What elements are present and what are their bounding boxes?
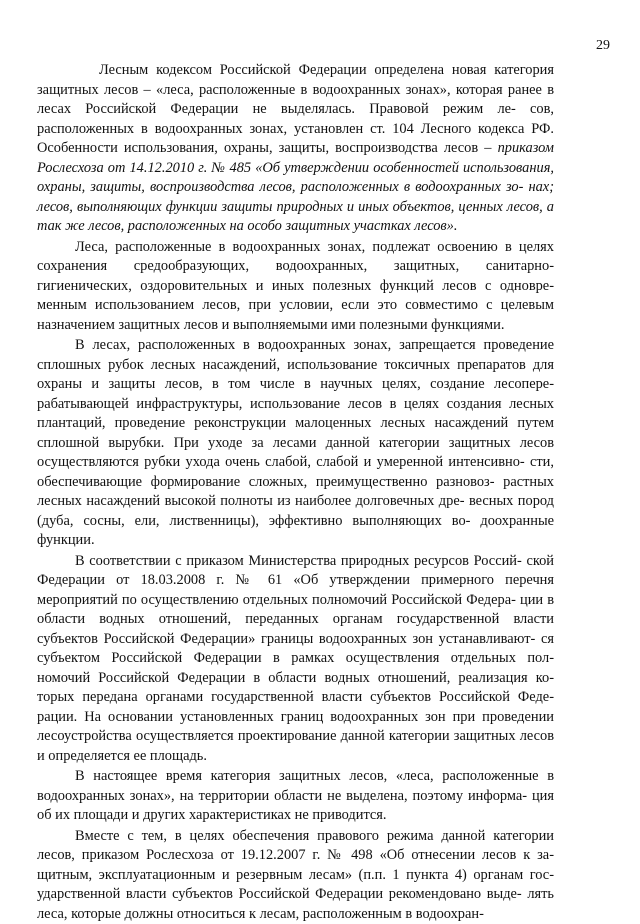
body-text — [37, 61, 554, 924]
paragraph-3-text: В лесах, расположенных в водоохранных зонах, запрещается проведение сплошных рубок лесных насаждений, использование токсичных препаратов для охраны и защиты лесов, в том числе в научных целях, создание лесопере- рабатывающей инфраструктуры, использование лесов в целях создания лесных плантаций, проведение реконструкции малоценных лесных насаждений путем сплошной вырубки. При уходе за лесами данной категории защитных лесов осуществляются рубки ухода очень слабой, слабой и умеренной интенсивно- сти, обеспечивающие формирование сложных, преимущественно разновоз- растных лесных насаждений высокой полноты из наиболее долговечных дре- весных пород (дуба, сосны, ели, лиственницы), эффективно выполняющих во- доохранные функции. — [37, 337, 554, 548]
paragraph-4-text: В соответствии с приказом Министерства природных ресурсов Россий- ской Федерации от 18.03.2008 г. № 61 «Об утверждении примерного перечня мероприятий по осуществлению отдельных полномочий Российской Федера- ции в области водных отношений, переданных органам государственной власти субъектов Российской Федерации» границы водоохранных зон устанавливают- ся субъектом Российской Федерации в рамках осуществления отдельных пол- номочий Российской Федерации в области водных отношений, реализация ко- торых передана органами государственной власти субъектов Российской Феде- рации. На основании установленных границ водоохранных зон при проведении лесоустройства осуществляется проектирование данной категории защитных лесов и определяется ее площадь. — [37, 553, 554, 764]
paragraph-1-order-reference: приказом Рослесхоза от 14.12.2010 г. № 485 «Об утверждении особенностей использования, охраны, защиты, воспроизводства лесов, расположенных в водоохранных зо- нах; лесов, выполняющих функции защиты природных и иных объектов, ценных лесов, а так же лесов, расположенных на особо защитных участках лесов». — [37, 140, 554, 234]
paragraph-3 — [37, 336, 554, 551]
paragraph-6-text: Вместе с тем, в целях обеспечения правового режима данной категории лесов, приказом Рослесхоза от 19.12.2007 г. № 498 «Об отнесении лесов к за- щитным, эксплуатационным и резервным лесам» (п.п. 1 пункта 4) органам гос- ударственной власти субъектов Российской Федерации рекомендовано выде- лять леса, которые должны относиться к лесам, расположенным в водоохран- — [37, 828, 554, 922]
page-number: 29 — [596, 38, 610, 54]
paragraph-2 — [37, 238, 554, 336]
paragraph-4 — [37, 552, 554, 767]
paragraph-5 — [37, 767, 554, 826]
paragraph-5-text: В настоящее время категория защитных лесов, «леса, расположенные в водоохранных зонах», на территории области не выделена, поэтому информа- ция об их площади и других характеристиках не приводится. — [37, 768, 554, 823]
paragraph-1-text: Лесным кодексом Российской Федерации определена новая категория защитных лесов – «леса, расположенные в водоохранных зонах», которая ранее в лесах Российской Федерации не выделялась. Правовой режим ле- сов, расположенных в водоохранных зонах, установлен ст. 104 Лесного кодекса РФ. Особенности использования, охраны, защиты, воспроизводства лесов – — [37, 62, 554, 156]
paragraph-2-text: Леса, расположенные в водоохранных зонах, подлежат освоению в целях сохранения средообразующих, водоохранных, защитных, санитарно-гигиенических, оздоровительных и иных полезных функций лесов с одновре- менным использованием лесов, при условии, если это совместимо с целевым назначением защитных лесов и выполняемыми ими полезными функциями. — [37, 239, 554, 333]
paragraph-1 — [37, 61, 554, 237]
paragraph-6 — [37, 827, 554, 924]
